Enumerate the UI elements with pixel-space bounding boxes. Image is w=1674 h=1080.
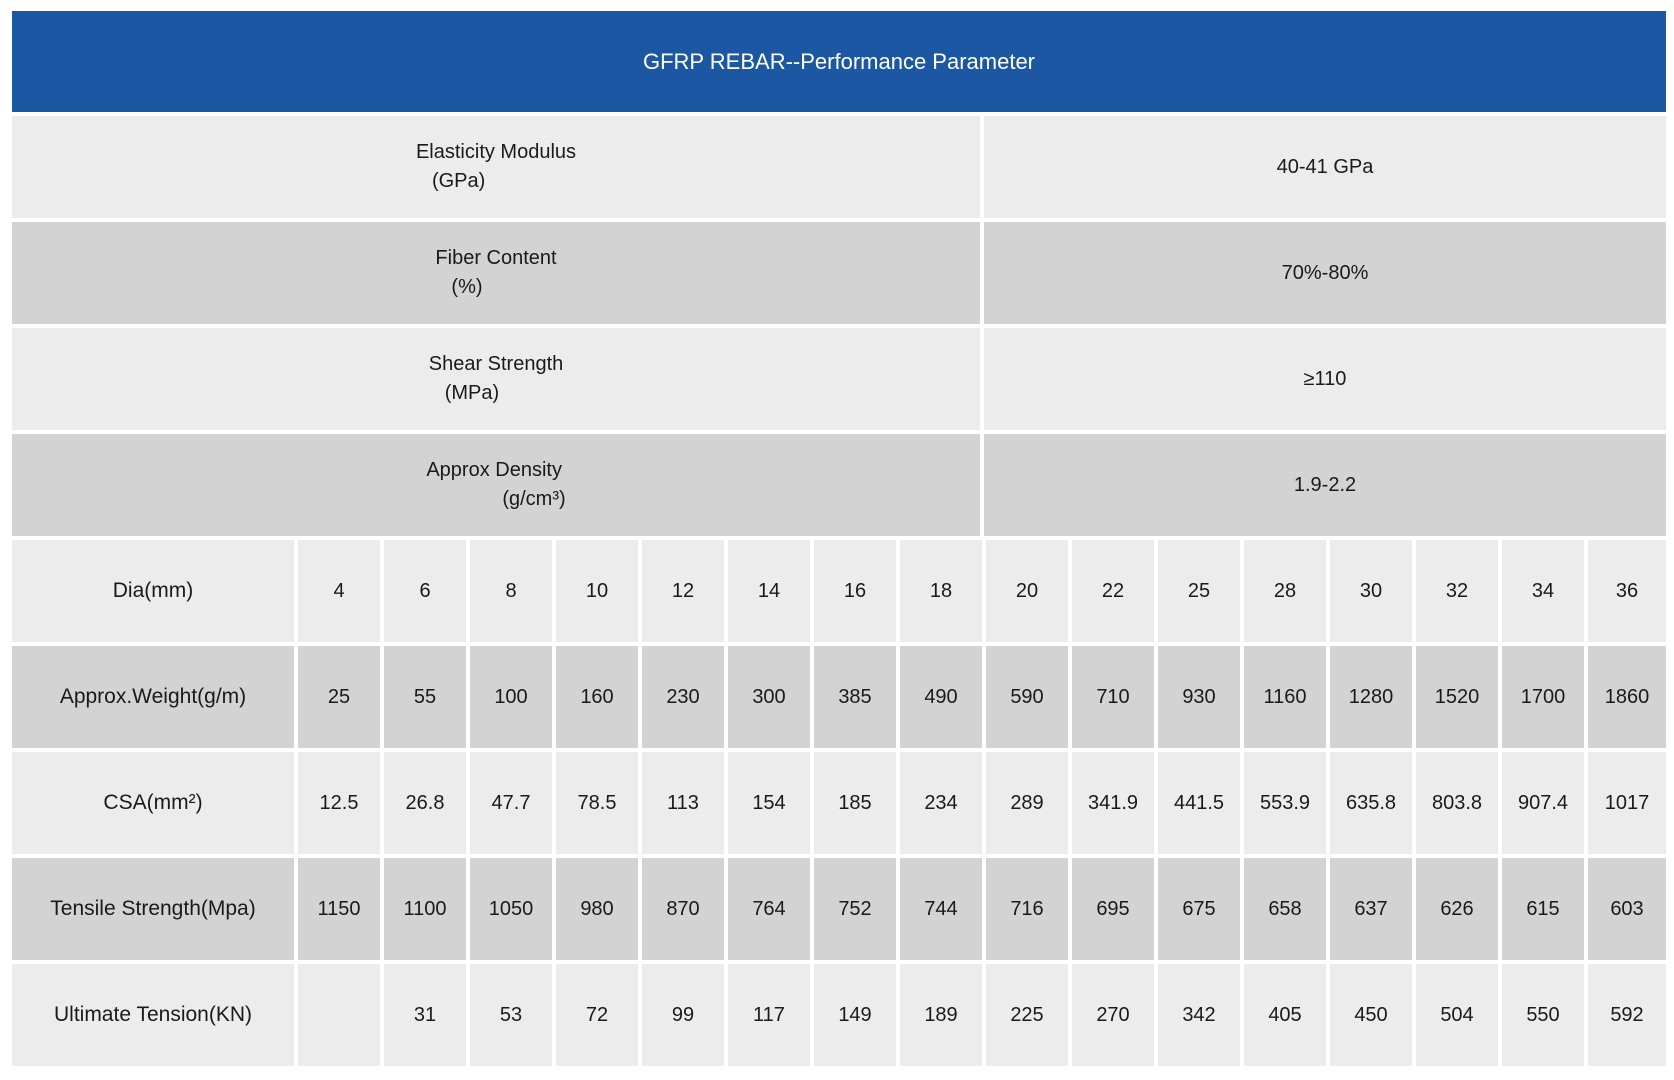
table-cell: 385 — [814, 646, 896, 748]
property-row-elasticity — [12, 116, 1666, 218]
row-header: CSA(mm²) — [12, 752, 294, 854]
table-cell: 1700 — [1502, 646, 1584, 748]
table-cell: 230 — [642, 646, 724, 748]
size-table — [12, 540, 1666, 1066]
property-row-fiber — [12, 222, 1666, 324]
table-cell: 6 — [384, 540, 466, 642]
table-cell: 34 — [1502, 540, 1584, 642]
property-value: 40-41 GPa — [984, 116, 1666, 218]
table-cell: 592 — [1588, 964, 1666, 1066]
table-cell: 490 — [900, 646, 982, 748]
property-unit: (MPa) — [444, 382, 500, 404]
table-cell: 1017 — [1588, 752, 1666, 854]
table-cell: 803.8 — [1416, 752, 1498, 854]
table-cell: 342 — [1158, 964, 1240, 1066]
table-cell: 99 — [642, 964, 724, 1066]
table-cell: 980 — [556, 858, 638, 960]
table-cell: 870 — [642, 858, 724, 960]
table-cell: 18 — [900, 540, 982, 642]
table-cell: 12 — [642, 540, 724, 642]
property-row-density — [12, 434, 1666, 536]
table-cell: 907.4 — [1502, 752, 1584, 854]
property-label-cell — [12, 328, 980, 430]
table-cell: 626 — [1416, 858, 1498, 960]
table-cell: 341.9 — [1072, 752, 1154, 854]
table-cell: 78.5 — [556, 752, 638, 854]
property-label: Shear Strength — [428, 353, 564, 375]
table-cell: 28 — [1244, 540, 1326, 642]
table-cell: 695 — [1072, 858, 1154, 960]
table-row — [12, 646, 1666, 748]
table-cell: 553.9 — [1244, 752, 1326, 854]
table-cell: 441.5 — [1158, 752, 1240, 854]
property-value: 1.9-2.2 — [984, 434, 1666, 536]
table-cell: 22 — [1072, 540, 1154, 642]
row-header: Tensile Strength(Mpa) — [12, 858, 294, 960]
property-label-cell — [12, 434, 980, 536]
table-cell: 716 — [986, 858, 1068, 960]
property-label: Fiber Content — [435, 247, 557, 269]
table-cell: 160 — [556, 646, 638, 748]
table-cell: 1860 — [1588, 646, 1666, 748]
table-cell: 20 — [986, 540, 1068, 642]
table-cell: 1520 — [1416, 646, 1498, 748]
table-cell: 289 — [986, 752, 1068, 854]
table-cell: 16 — [814, 540, 896, 642]
table-cell: 234 — [900, 752, 982, 854]
property-unit: (%) — [451, 276, 483, 298]
property-label: Elasticity Modulus — [415, 141, 577, 163]
table-cell: 30 — [1330, 540, 1412, 642]
table-cell: 10 — [556, 540, 638, 642]
property-value: ≥110 — [984, 328, 1666, 430]
table-cell: 113 — [642, 752, 724, 854]
row-header: Ultimate Tension(KN) — [12, 964, 294, 1066]
table-cell: 8 — [470, 540, 552, 642]
table-cell: 4 — [298, 540, 380, 642]
table-cell: 12.5 — [298, 752, 380, 854]
property-row-shear — [12, 328, 1666, 430]
row-header: Approx.Weight(g/m) — [12, 646, 294, 748]
table-cell: 25 — [1158, 540, 1240, 642]
property-label: Approx Density — [426, 459, 562, 481]
table-cell: 1160 — [1244, 646, 1326, 748]
table-cell: 590 — [986, 646, 1068, 748]
property-label-cell — [12, 222, 980, 324]
table-cell: 26.8 — [384, 752, 466, 854]
table-cell: 752 — [814, 858, 896, 960]
table-cell: 637 — [1330, 858, 1412, 960]
table-cell: 100 — [470, 646, 552, 748]
row-header: Dia(mm) — [12, 540, 294, 642]
property-value: 70%-80% — [984, 222, 1666, 324]
table-cell: 615 — [1502, 858, 1584, 960]
table-cell: 72 — [556, 964, 638, 1066]
table-cell: 405 — [1244, 964, 1326, 1066]
table-cell: 225 — [986, 964, 1068, 1066]
table-cell: 930 — [1158, 646, 1240, 748]
table-cell: 635.8 — [1330, 752, 1412, 854]
table-cell: 55 — [384, 646, 466, 748]
table-cell: 744 — [900, 858, 982, 960]
table-cell: 675 — [1158, 858, 1240, 960]
table-cell: 25 — [298, 646, 380, 748]
table-cell: 47.7 — [470, 752, 552, 854]
table-cell: 1280 — [1330, 646, 1412, 748]
table-title: GFRP REBAR--Performance Parameter — [12, 11, 1666, 112]
table-cell: 764 — [728, 858, 810, 960]
table-row — [12, 752, 1666, 854]
table-cell: 185 — [814, 752, 896, 854]
table-cell: 1100 — [384, 858, 466, 960]
table-row — [12, 540, 1666, 642]
table-cell: 154 — [728, 752, 810, 854]
table-cell: 14 — [728, 540, 810, 642]
table-cell: 149 — [814, 964, 896, 1066]
property-label-cell — [12, 116, 980, 218]
table-cell: 1050 — [470, 858, 552, 960]
table-cell: 658 — [1244, 858, 1326, 960]
table-cell: 31 — [384, 964, 466, 1066]
table-cell: 32 — [1416, 540, 1498, 642]
table-row — [12, 858, 1666, 960]
table-cell — [298, 964, 380, 1066]
table-row — [12, 964, 1666, 1066]
table-cell: 189 — [900, 964, 982, 1066]
table-cell: 1150 — [298, 858, 380, 960]
performance-table — [12, 11, 1666, 1070]
table-cell: 603 — [1588, 858, 1666, 960]
property-unit: (GPa) — [431, 170, 486, 192]
table-cell: 550 — [1502, 964, 1584, 1066]
table-cell: 300 — [728, 646, 810, 748]
table-cell: 710 — [1072, 646, 1154, 748]
table-cell: 36 — [1588, 540, 1666, 642]
table-cell: 450 — [1330, 964, 1412, 1066]
table-cell: 270 — [1072, 964, 1154, 1066]
table-cell: 117 — [728, 964, 810, 1066]
property-unit: (g/cm³) — [502, 488, 566, 510]
table-cell: 504 — [1416, 964, 1498, 1066]
table-cell: 53 — [470, 964, 552, 1066]
